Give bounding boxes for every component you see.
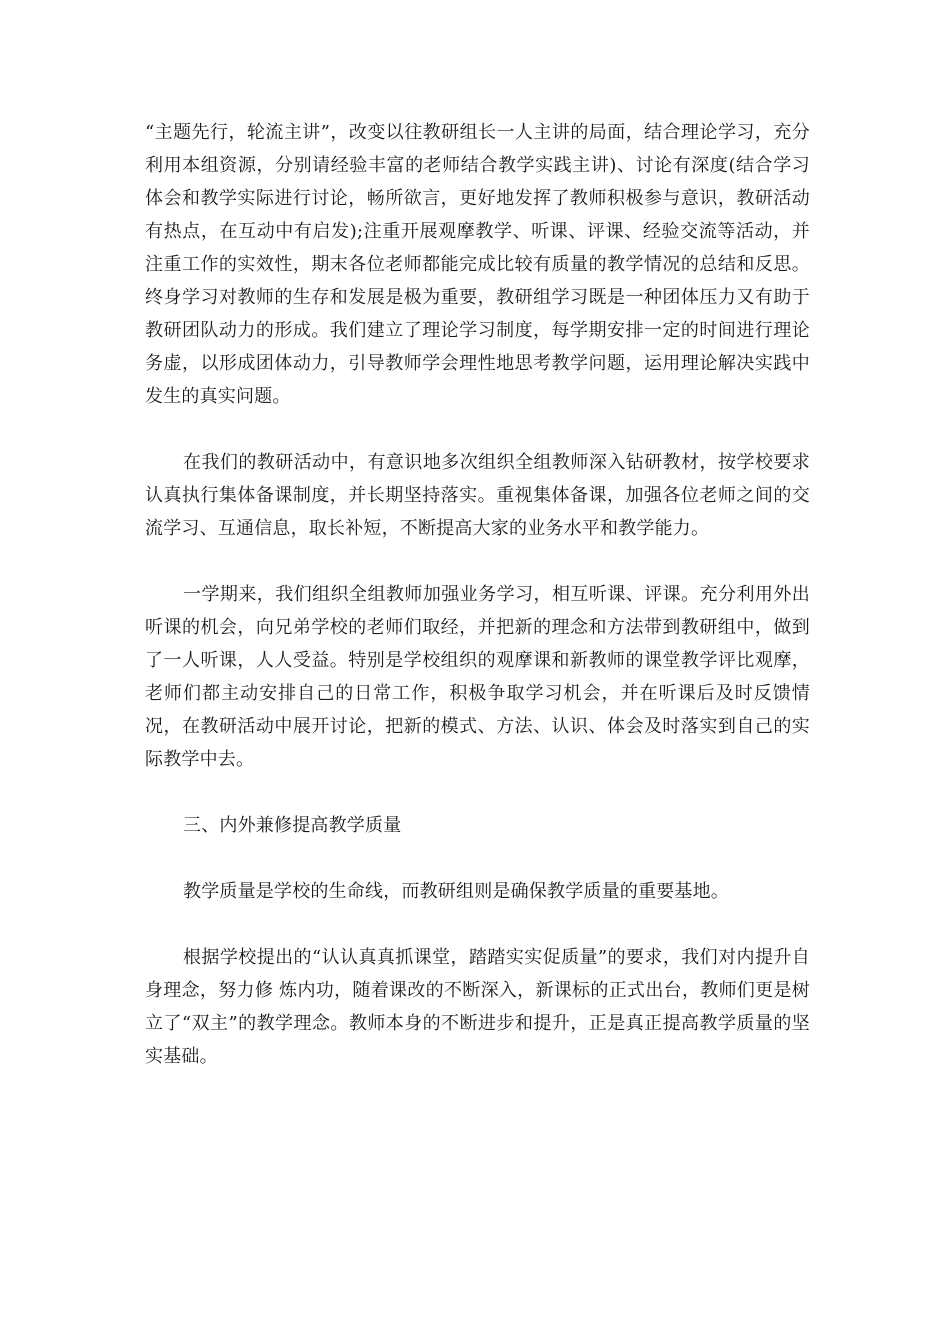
paragraph-gap	[145, 908, 810, 941]
paragraph-gap	[145, 413, 810, 446]
paragraph-gap	[145, 545, 810, 578]
section-heading-teaching-quality: 三、内外兼修提高教学质量	[183, 815, 402, 836]
document-body	[145, 116, 810, 1073]
paragraph-teaching-research-activities: “主题先行，轮流主讲”，改变以往教研组长一人主讲的局面，结合理论学习，充分利用本组资源，分别请经验丰富的老师结合教学实践主讲)、讨论有深度(结合学习体会和教学实际进行讨论，畅所欲言，更好地发挥了教师积极参与意识，教研活动有热点，在互动中有启发);注重开展观摩教学、听课、评课、经验交流等活动，并注重工作的实效性，期末各位老师都能完成比较有质量的教学情况的总结和反思。终身学习对教师的生存和发展是极为重要，教研组学习既是一种团体压力又有助于教研团队动力的形成。我们建立了理论学习制度，每学期安排一定的时间进行理论务虚，以形成团体动力，引导教师学会理性地思考教学问题，运用理论解决实践中发生的真实问题。	[145, 122, 810, 407]
paragraph-quality-lifeline: 教学质量是学校的生命线，而教研组则是确保教学质量的重要基地。	[183, 881, 729, 902]
paragraph-lesson-observation: 一学期来，我们组织全组教师加强业务学习，相互听课、评课。充分利用外出听课的机会，向兄弟学校的老师们取经，并把新的理念和方法带到教研组中，做到了一人听课，人人受益。特别是学校组织的观摩课和新教师的课堂教学评比观摩，老师们都主动安排自己的日常工作，积极争取学习机会，并在听课后及时反馈情况，在教研活动中展开讨论，把新的模式、方法、认识、体会及时落实到自己的实际教学中去。	[145, 584, 810, 770]
paragraph-collective-lesson-prep: 在我们的教研活动中，有意识地多次组织全组教师深入钻研教材，按学校要求认真执行集体备课制度，并长期坚持落实。重视集体备课，加强各位老师之间的交流学习、互通信息，取长补短，不断提高大家的业务水平和教学能力。	[145, 452, 810, 539]
paragraph-gap	[145, 776, 810, 809]
paragraph-school-requirements: 根据学校提出的“认认真真抓课堂，踏踏实实促质量”的要求，我们对内提升自身理念，努力修 炼内功，随着课改的不断深入，新课标的正式出台，教师们更是树立了“双主”的教学理念。教师本身的不断进步和提升，正是真正提高教学质量的坚实基础。	[145, 947, 810, 1067]
paragraph-gap	[145, 842, 810, 875]
